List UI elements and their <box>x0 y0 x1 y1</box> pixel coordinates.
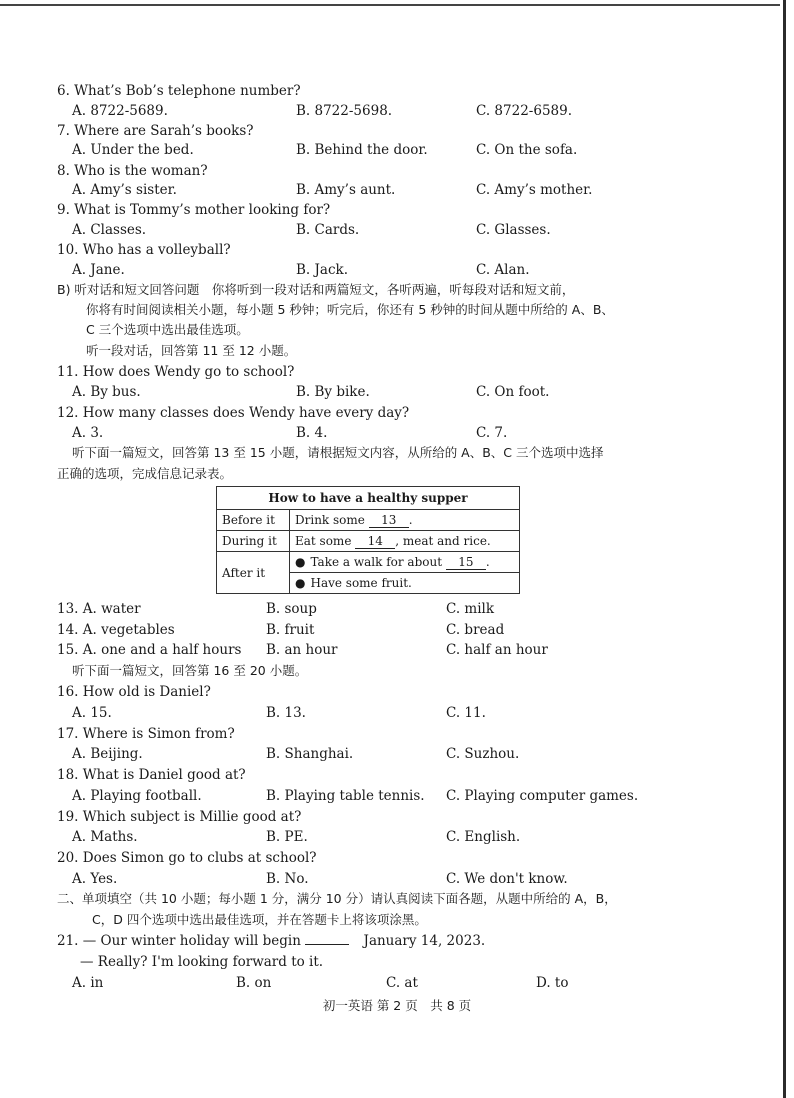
bullet-icon: ● <box>295 554 306 569</box>
cell-text: Drink some <box>295 512 365 527</box>
cell-text: Have some fruit. <box>310 576 412 590</box>
option-a: A. Playing football. <box>72 788 202 804</box>
section-b-instruction: C 三个选项中选出最佳选项。 <box>86 322 249 337</box>
option-c: C. Suzhou. <box>446 746 520 762</box>
option-a: A. 3. <box>72 425 104 441</box>
option-c: C. On the sofa. <box>476 142 578 158</box>
option-a: A. 8722-5689. <box>72 103 168 119</box>
option-b: B. No. <box>266 871 309 887</box>
part-two-instruction: C，D 四个选项中选出最佳选项，并在答题卡上将该项涂黑。 <box>92 912 427 927</box>
option-a: A. in <box>72 975 104 991</box>
option-c: C. 8722-6589. <box>476 103 572 119</box>
answer-blank <box>305 944 349 945</box>
question-stem: 15. A. one and a half hours <box>57 642 242 658</box>
page-footer: 初一英语 第 2 页 共 8 页 <box>322 998 472 1013</box>
answer-blank: 15 <box>446 555 486 570</box>
option-c: C. English. <box>446 829 521 845</box>
table-cell <box>290 531 520 552</box>
cell-text: Take a walk for about <box>310 554 443 569</box>
option-b: B. fruit <box>266 622 315 638</box>
option-c: C. Glasses. <box>476 222 551 238</box>
question-stem: 18. What is Daniel good at? <box>57 767 246 783</box>
option-a: A. 15. <box>72 705 112 721</box>
question-stem <box>57 932 485 950</box>
question-stem: 13. A. water <box>57 601 141 617</box>
option-d: D. to <box>536 975 569 991</box>
question-stem: 10. Who has a volleyball? <box>57 242 231 258</box>
cell-text: . <box>485 554 490 569</box>
option-a: A. Yes. <box>72 871 118 887</box>
option-b: B. 13. <box>266 705 306 721</box>
option-c: C. Amy’s mother. <box>476 182 593 198</box>
option-b: B. Behind the door. <box>296 142 428 158</box>
option-a: A. Jane. <box>72 262 125 278</box>
question-stem: 7. Where are Sarah’s books? <box>57 123 254 139</box>
table-row-label: During it <box>217 531 290 552</box>
option-c: C. Playing computer games. <box>446 788 639 804</box>
info-record-table <box>216 486 520 594</box>
cell-text: . <box>408 512 413 527</box>
question-stem: 16. How old is Daniel? <box>57 684 211 700</box>
option-b: B. 4. <box>296 425 328 441</box>
passage-instruction: 听下面一篇短文，回答第 13 至 15 小题，请根据短文内容，从所给的 A、B、C 三个选项中选择 <box>72 445 604 460</box>
stem-text: January 14, 2023. <box>363 933 486 949</box>
table-cell <box>290 573 520 594</box>
section-b-instruction: B) 听对话和短文回答问题 你将听到一段对话和两篇短文，各听两遍，听每段对话和短文前， <box>57 282 575 297</box>
option-b: B. 8722-5698. <box>296 103 393 119</box>
option-b: B. PE. <box>266 829 308 845</box>
option-a: A. Under the bed. <box>72 142 194 158</box>
passage-instruction: 听下面一篇短文，回答第 16 至 20 小题。 <box>72 663 308 678</box>
question-stem: 20. Does Simon go to clubs at school? <box>57 850 317 866</box>
option-c: C. milk <box>446 601 495 617</box>
cell-text: , meat and rice. <box>395 533 491 548</box>
question-stem: 9. What is Tommy’s mother looking for? <box>57 202 331 218</box>
table-title: How to have a healthy supper <box>217 487 520 510</box>
option-b: B. Amy’s aunt. <box>296 182 396 198</box>
option-c: C. half an hour <box>446 642 548 658</box>
passage-instruction: 正确的选项，完成信息记录表。 <box>57 466 233 481</box>
question-stem: 17. Where is Simon from? <box>57 726 235 742</box>
option-b: B. Shanghai. <box>266 746 354 762</box>
part-two-instruction: 二、单项填空（共 10 小题；每小题 1 分，满分 10 分）请认真阅读下面各题，从题中所给的 A，B， <box>57 891 617 906</box>
table-cell <box>290 552 520 573</box>
option-a: A. By bus. <box>72 384 141 400</box>
cell-text: Eat some <box>295 533 352 548</box>
option-b: B. an hour <box>266 642 338 658</box>
option-b: B. Cards. <box>296 222 360 238</box>
bullet-icon: ● <box>295 576 306 590</box>
question-stem: 14. A. vegetables <box>57 622 175 638</box>
option-c: C. Alan. <box>476 262 530 278</box>
option-b: B. Playing table tennis. <box>266 788 425 804</box>
answer-blank: 13 <box>369 513 409 528</box>
option-a: A. Amy’s sister. <box>72 182 177 198</box>
answer-blank: 14 <box>355 534 395 549</box>
question-stem: 11. How does Wendy go to school? <box>57 364 295 380</box>
section-b-instruction: 听一段对话，回答第 11 至 12 小题。 <box>86 343 297 358</box>
question-reply: — Really? I'm looking forward to it. <box>80 954 324 970</box>
option-c: C. We don't know. <box>446 871 568 887</box>
option-c: C. at <box>386 975 418 991</box>
option-a: A. Classes. <box>72 222 147 238</box>
table-cell <box>290 510 520 531</box>
option-c: C. 7. <box>476 425 508 441</box>
option-c: C. bread <box>446 622 505 638</box>
question-stem: 6. What’s Bob’s telephone number? <box>57 83 301 99</box>
section-b-instruction: 你将有时间阅读相关小题，每小题 5 秒钟；听完后，你还有 5 秒钟的时间从题中所给的 A、B、 <box>86 302 614 317</box>
table-row-label: Before it <box>217 510 290 531</box>
option-b: B. on <box>236 975 272 991</box>
question-stem: 8. Who is the woman? <box>57 163 208 179</box>
right-border <box>783 0 786 1098</box>
option-a: A. Maths. <box>72 829 138 845</box>
table-row-label: After it <box>217 552 290 594</box>
question-stem: 12. How many classes does Wendy have every day? <box>57 405 410 421</box>
stem-text: 21. — Our winter holiday will begin <box>57 933 301 949</box>
option-a: A. Beijing. <box>72 746 143 762</box>
option-b: B. soup <box>266 601 317 617</box>
option-c: C. On foot. <box>476 384 550 400</box>
top-border <box>0 4 780 6</box>
option-c: C. 11. <box>446 705 486 721</box>
option-b: B. Jack. <box>296 262 348 278</box>
option-b: B. By bike. <box>296 384 370 400</box>
question-stem: 19. Which subject is Millie good at? <box>57 809 302 825</box>
